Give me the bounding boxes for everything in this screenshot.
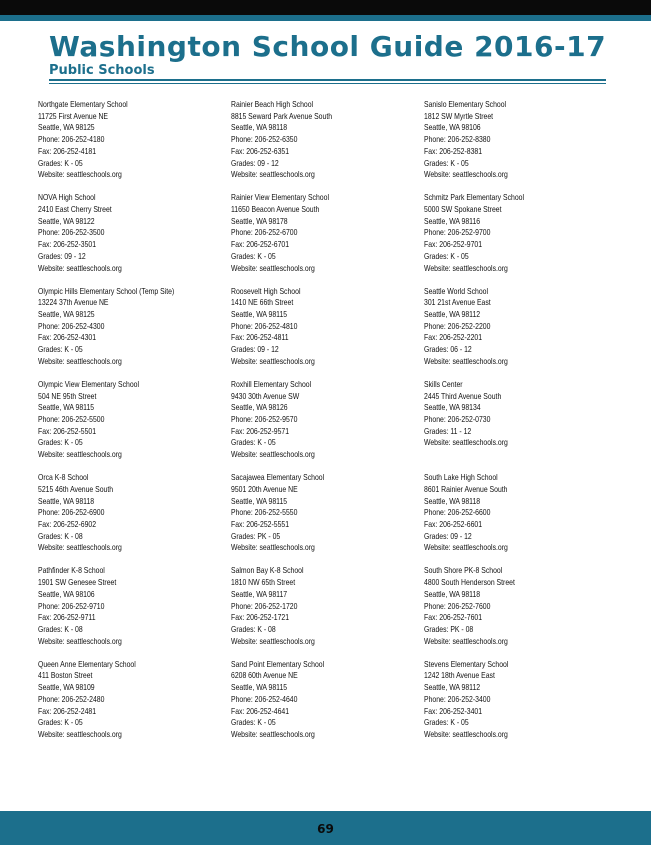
school-phone: Phone: 206-252-3500 (38, 227, 105, 238)
school-name: Seattle World School (424, 285, 489, 296)
school-city: Seattle, WA 98118 (424, 588, 481, 599)
school-address: 5215 46th Avenue South (38, 483, 114, 494)
school-address: 4800 South Henderson Street (424, 577, 515, 588)
school-name: Sand Point Elementary School (231, 658, 325, 669)
school-address: 301 21st Avenue East (424, 297, 491, 308)
school-city: Seattle, WA 98115 (231, 495, 288, 506)
school-website: Website: seattleschools.org (231, 729, 315, 739)
school-address: 9430 30th Avenue SW (231, 390, 300, 401)
school-phone: Phone: 206-252-0730 (424, 414, 491, 424)
page-number: 69 (317, 822, 334, 836)
school-grades: Grades: K - 08 (38, 530, 83, 541)
school-city: Seattle, WA 98112 (424, 682, 481, 693)
school-address: 8601 Rainier Avenue South (424, 483, 508, 494)
school-city: Seattle, WA 98118 (38, 495, 95, 506)
school-city: Seattle, WA 98109 (38, 682, 95, 693)
school-fax: Fax: 206-252-8381 (424, 145, 483, 156)
school-grades: Grades: 09 - 12 (231, 157, 279, 168)
school-city: Seattle, WA 98126 (231, 402, 288, 413)
school-address: 8815 Seward Park Avenue South (231, 110, 333, 121)
school-city: Seattle, WA 98115 (38, 402, 95, 413)
school-fax: Fax: 206-252-5501 (38, 425, 97, 436)
school-entry (38, 99, 194, 192)
school-column-1 (38, 99, 228, 752)
school-entry (424, 565, 580, 658)
school-fax: Fax: 206-252-1721 (231, 612, 290, 623)
school-website: Website: seattleschools.org (38, 262, 122, 273)
school-entry (424, 99, 580, 192)
school-fax: Fax: 206-252-3401 (424, 705, 483, 716)
school-website: Website: seattleschools.org (231, 355, 315, 366)
school-entry (231, 286, 387, 379)
school-phone: Phone: 206-252-9700 (424, 227, 491, 238)
school-website: Website: seattleschools.org (231, 262, 315, 273)
school-city: Seattle, WA 98116 (424, 215, 481, 226)
school-fax: Fax: 206-252-5551 (231, 519, 290, 529)
school-address: 9501 20th Avenue NE (231, 483, 298, 494)
school-grades: Grades: PK - 08 (424, 624, 474, 634)
school-fax: Fax: 206-252-6601 (424, 519, 483, 529)
school-column-2 (231, 99, 421, 752)
school-city: Seattle, WA 98106 (424, 122, 481, 133)
school-name: Rainier View Elementary School (231, 192, 329, 203)
school-grades: Grades: K - 08 (38, 624, 83, 634)
school-fax: Fax: 206-252-9711 (38, 612, 96, 623)
school-entry (38, 286, 194, 379)
school-fax: Fax: 206-252-7601 (424, 612, 483, 623)
school-phone: Phone: 206-252-7600 (424, 600, 491, 611)
school-entry (231, 472, 387, 565)
header-stripe (0, 15, 651, 21)
school-entry (231, 565, 387, 658)
school-website: Website: seattleschools.org (38, 542, 122, 553)
school-city: Seattle, WA 98178 (231, 215, 288, 226)
school-website: Website: seattleschools.org (231, 169, 315, 180)
school-website: Website: seattleschools.org (424, 542, 508, 553)
school-name: Pathfinder K-8 School (38, 565, 105, 576)
school-entry (231, 379, 387, 472)
school-website: Website: seattleschools.org (231, 635, 315, 646)
school-website: Website: seattleschools.org (231, 542, 315, 553)
school-address: 1812 SW Myrtle Street (424, 110, 494, 121)
school-website: Website: seattleschools.org (231, 449, 315, 460)
school-phone: Phone: 206-252-4640 (231, 693, 298, 704)
school-phone: Phone: 206-252-4810 (231, 320, 298, 331)
school-phone: Phone: 206-252-5550 (231, 507, 298, 518)
school-grades: Grades: K - 05 (38, 344, 83, 355)
school-address: 11725 First Avenue NE (38, 110, 108, 121)
school-address: 411 Boston Street (38, 670, 93, 681)
school-website: Website: seattleschools.org (424, 729, 508, 739)
school-fax: Fax: 206-252-9571 (231, 425, 290, 436)
school-city: Seattle, WA 98112 (424, 309, 481, 319)
school-city: Seattle, WA 98125 (38, 309, 95, 319)
school-phone: Phone: 206-252-3400 (424, 693, 491, 704)
school-city: Seattle, WA 98106 (38, 588, 95, 599)
school-entry (38, 659, 194, 752)
school-name: Queen Anne Elementary School (38, 658, 136, 669)
school-address: 13224 37th Avenue NE (38, 297, 109, 308)
school-website: Website: seattleschools.org (424, 437, 508, 448)
school-address: 2410 East Cherry Street (38, 204, 112, 214)
school-entry (424, 192, 580, 285)
school-name: Salmon Bay K-8 School (231, 565, 304, 576)
school-address: 11650 Beacon Avenue South (231, 204, 320, 214)
school-name: Orca K-8 School (38, 472, 89, 483)
school-phone: Phone: 206-252-1720 (231, 600, 298, 611)
school-grades: Grades: 11 - 12 (424, 425, 472, 436)
school-phone: Phone: 206-252-4180 (38, 134, 105, 145)
school-grades: Grades: K - 08 (231, 624, 276, 634)
school-website: Website: seattleschools.org (38, 169, 122, 180)
school-grades: Grades: K - 05 (231, 250, 276, 261)
school-city: Seattle, WA 98118 (231, 122, 288, 133)
school-grades: Grades: PK - 05 (231, 530, 281, 541)
school-fax: Fax: 206-252-4811 (231, 332, 289, 343)
school-grades: Grades: 09 - 12 (231, 344, 279, 355)
school-address: 2445 Third Avenue South (424, 390, 502, 401)
school-entry (424, 472, 580, 565)
school-grades: Grades: K - 05 (38, 157, 83, 168)
school-city: Seattle, WA 98118 (424, 495, 481, 506)
school-phone: Phone: 206-252-9570 (231, 414, 298, 424)
school-grades: Grades: K - 05 (38, 437, 83, 448)
school-address: 1410 NE 66th Street (231, 297, 294, 308)
school-entry (231, 192, 387, 285)
school-address: 6208 60th Avenue NE (231, 670, 298, 681)
school-website: Website: seattleschools.org (38, 729, 122, 739)
school-entry (231, 99, 387, 192)
school-address: 1901 SW Genesee Street (38, 577, 117, 588)
header-rule-thin (49, 83, 606, 84)
school-fax: Fax: 206-252-6701 (231, 239, 290, 250)
school-phone: Phone: 206-252-9710 (38, 600, 105, 611)
school-name: Northgate Elementary School (38, 99, 128, 109)
school-address: 504 NE 95th Street (38, 390, 97, 401)
school-fax: Fax: 206-252-6351 (231, 145, 290, 156)
school-website: Website: seattleschools.org (38, 355, 122, 366)
school-phone: Phone: 206-252-6700 (231, 227, 298, 238)
school-city: Seattle, WA 98125 (38, 122, 95, 133)
school-name: Sacajawea Elementary School (231, 472, 325, 483)
school-fax: Fax: 206-252-4301 (38, 332, 97, 343)
school-grades: Grades: K - 05 (38, 717, 83, 728)
school-column-3 (424, 99, 614, 752)
school-name: Olympic Hills Elementary School (Temp Site) (38, 285, 175, 296)
school-phone: Phone: 206-252-2480 (38, 693, 105, 704)
school-phone: Phone: 206-252-4300 (38, 320, 105, 331)
section-subtitle: Public Schools (49, 63, 155, 78)
school-fax: Fax: 206-252-9701 (424, 239, 483, 250)
school-entry (424, 379, 580, 472)
school-fax: Fax: 206-252-4641 (231, 705, 290, 716)
school-website: Website: seattleschools.org (424, 169, 508, 180)
school-grades: Grades: K - 05 (424, 157, 469, 168)
school-entry (38, 192, 194, 285)
school-name: Sanislo Elementary School (424, 99, 507, 109)
school-fax: Fax: 206-252-6902 (38, 519, 97, 529)
school-website: Website: seattleschools.org (38, 635, 122, 646)
school-grades: Grades: 09 - 12 (38, 250, 86, 261)
school-phone: Phone: 206-252-6350 (231, 134, 298, 145)
header-rule (49, 79, 606, 81)
school-city: Seattle, WA 98115 (231, 682, 288, 693)
school-grades: Grades: K - 05 (424, 250, 469, 261)
school-name: Skills Center (424, 378, 463, 389)
school-address: 1242 18th Avenue East (424, 670, 495, 681)
school-address: 5000 SW Spokane Street (424, 204, 502, 214)
school-name: NOVA High School (38, 192, 96, 203)
school-website: Website: seattleschools.org (424, 355, 508, 366)
school-grades: Grades: K - 05 (231, 717, 276, 728)
school-city: Seattle, WA 98134 (424, 402, 481, 413)
school-website: Website: seattleschools.org (38, 449, 122, 460)
school-phone: Phone: 206-252-6900 (38, 507, 105, 518)
school-phone: Phone: 206-252-8380 (424, 134, 491, 145)
school-city: Seattle, WA 98117 (231, 588, 288, 599)
page-title: Washington School Guide 2016-17 (49, 30, 607, 63)
school-city: Seattle, WA 98122 (38, 215, 95, 226)
school-name: Stevens Elementary School (424, 658, 509, 669)
school-name: South Lake High School (424, 472, 498, 483)
school-address: 1810 NW 65th Street (231, 577, 296, 588)
school-entry (424, 286, 580, 379)
school-entry (38, 472, 194, 565)
header-bar (0, 0, 651, 15)
school-entry (424, 659, 580, 752)
school-name: Olympic View Elementary School (38, 378, 140, 389)
school-phone: Phone: 206-252-2200 (424, 320, 491, 331)
school-grades: Grades: K - 05 (231, 437, 276, 448)
school-name: Roxhill Elementary School (231, 378, 312, 389)
school-grades: Grades: K - 05 (424, 717, 469, 728)
school-grades: Grades: 06 - 12 (424, 344, 472, 355)
school-fax: Fax: 206-252-2481 (38, 705, 97, 716)
school-city: Seattle, WA 98115 (231, 309, 288, 319)
school-phone: Phone: 206-252-5500 (38, 414, 105, 424)
school-name: Roosevelt High School (231, 285, 301, 296)
school-name: Schmitz Park Elementary School (424, 192, 525, 203)
school-fax: Fax: 206-252-4181 (38, 145, 97, 156)
school-website: Website: seattleschools.org (424, 635, 508, 646)
school-grades: Grades: 09 - 12 (424, 530, 472, 541)
school-entry (38, 379, 194, 472)
school-name: Rainier Beach High School (231, 99, 314, 109)
school-entry (38, 565, 194, 658)
school-website: Website: seattleschools.org (424, 262, 508, 273)
school-fax: Fax: 206-252-2201 (424, 332, 483, 343)
school-phone: Phone: 206-252-6600 (424, 507, 491, 518)
school-name: South Shore PK-8 School (424, 565, 503, 576)
school-entry (231, 659, 387, 752)
school-fax: Fax: 206-252-3501 (38, 239, 97, 250)
